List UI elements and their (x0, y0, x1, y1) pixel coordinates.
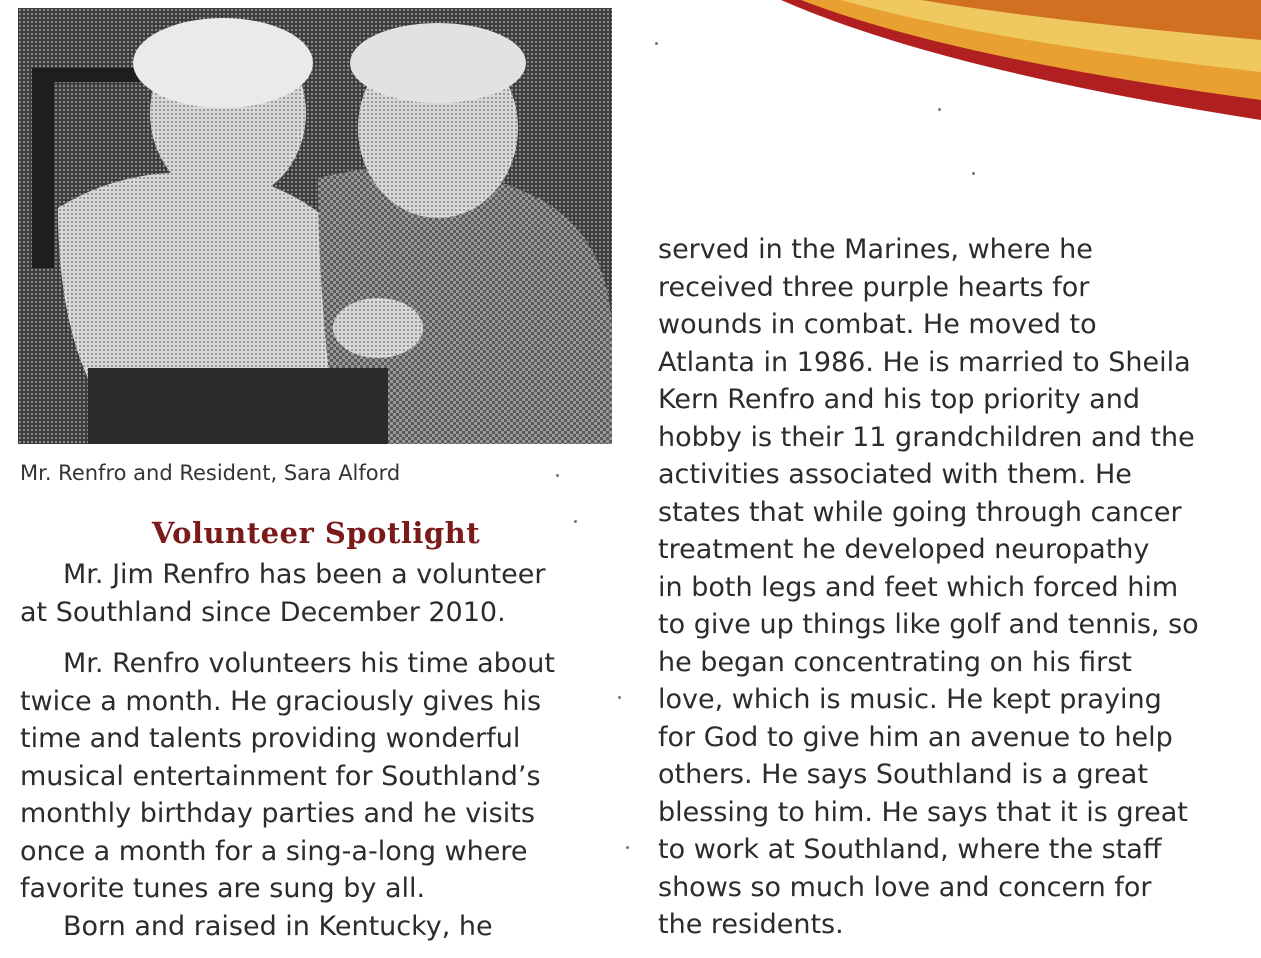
article-right-column (658, 231, 1258, 944)
paragraph-1-cont (20, 594, 620, 632)
text-line: served in the Marines, where he (658, 234, 1093, 265)
text-line: musical entertainment for Southland’s (20, 760, 541, 792)
paragraph-3 (20, 908, 620, 946)
text-line: once a month for a sing-a-long where (20, 835, 528, 867)
text-line: time and talents providing wonderful (20, 723, 521, 754)
text-line: monthly birthday parties and he visits (20, 798, 535, 829)
text-line: he began concentrating on his first (658, 646, 1132, 678)
speck (972, 172, 975, 175)
paragraph-2-cont (20, 683, 620, 908)
text-line: Kern Renfro and his top priority and (658, 384, 1140, 415)
speck (626, 846, 629, 849)
text-line: for God to give him an avenue to help (658, 721, 1173, 753)
text-line: to give up things like golf and tennis, so (658, 609, 1199, 640)
text-line: love, which is music. He kept praying (658, 684, 1162, 715)
article-photo (18, 8, 612, 444)
text-line: treatment he developed neuropathy (658, 534, 1150, 565)
text-line: at Southland since December 2010. (20, 596, 506, 628)
text-line: received three purple hearts for (658, 271, 1090, 303)
text-line: twice a month. He graciously gives his (20, 685, 542, 717)
speck (556, 474, 559, 477)
text-line: to work at Southland, where the staff (658, 834, 1162, 865)
text-line: wounds in combat. He moved to (658, 309, 1097, 340)
decorative-corner-art (781, 0, 1261, 130)
paragraph-1 (20, 556, 620, 594)
speck (655, 42, 658, 45)
text-line: Atlanta in 1986. He is married to Sheila (658, 346, 1191, 378)
article-left-column (20, 556, 620, 945)
text-line: blessing to him. He says that it is great (658, 796, 1188, 828)
text-line: activities associated with them. He (658, 459, 1132, 490)
paragraph-3-cont (658, 231, 1258, 944)
text-line: Mr. Jim Renfro has been a volunteer (63, 559, 546, 590)
article-heading: Volunteer Spotlight (151, 516, 481, 550)
text-line: favorite tunes are sung by all. (20, 873, 426, 904)
photo-caption: Mr. Renfro and Resident, Sara Alford (20, 461, 401, 485)
paragraph-2 (20, 645, 620, 683)
text-line: in both legs and feet which forced him (658, 571, 1179, 603)
text-line: the residents. (658, 909, 844, 940)
text-line: states that while going through cancer (658, 496, 1182, 528)
text-line: shows so much love and concern for (658, 871, 1152, 903)
speck (938, 108, 941, 111)
text-line: Mr. Renfro volunteers his time about (63, 648, 555, 679)
text-line: others. He says Southland is a great (658, 759, 1148, 790)
text-line: hobby is their 11 grandchildren and the (658, 421, 1195, 453)
text-line: Born and raised in Kentucky, he (63, 910, 493, 942)
